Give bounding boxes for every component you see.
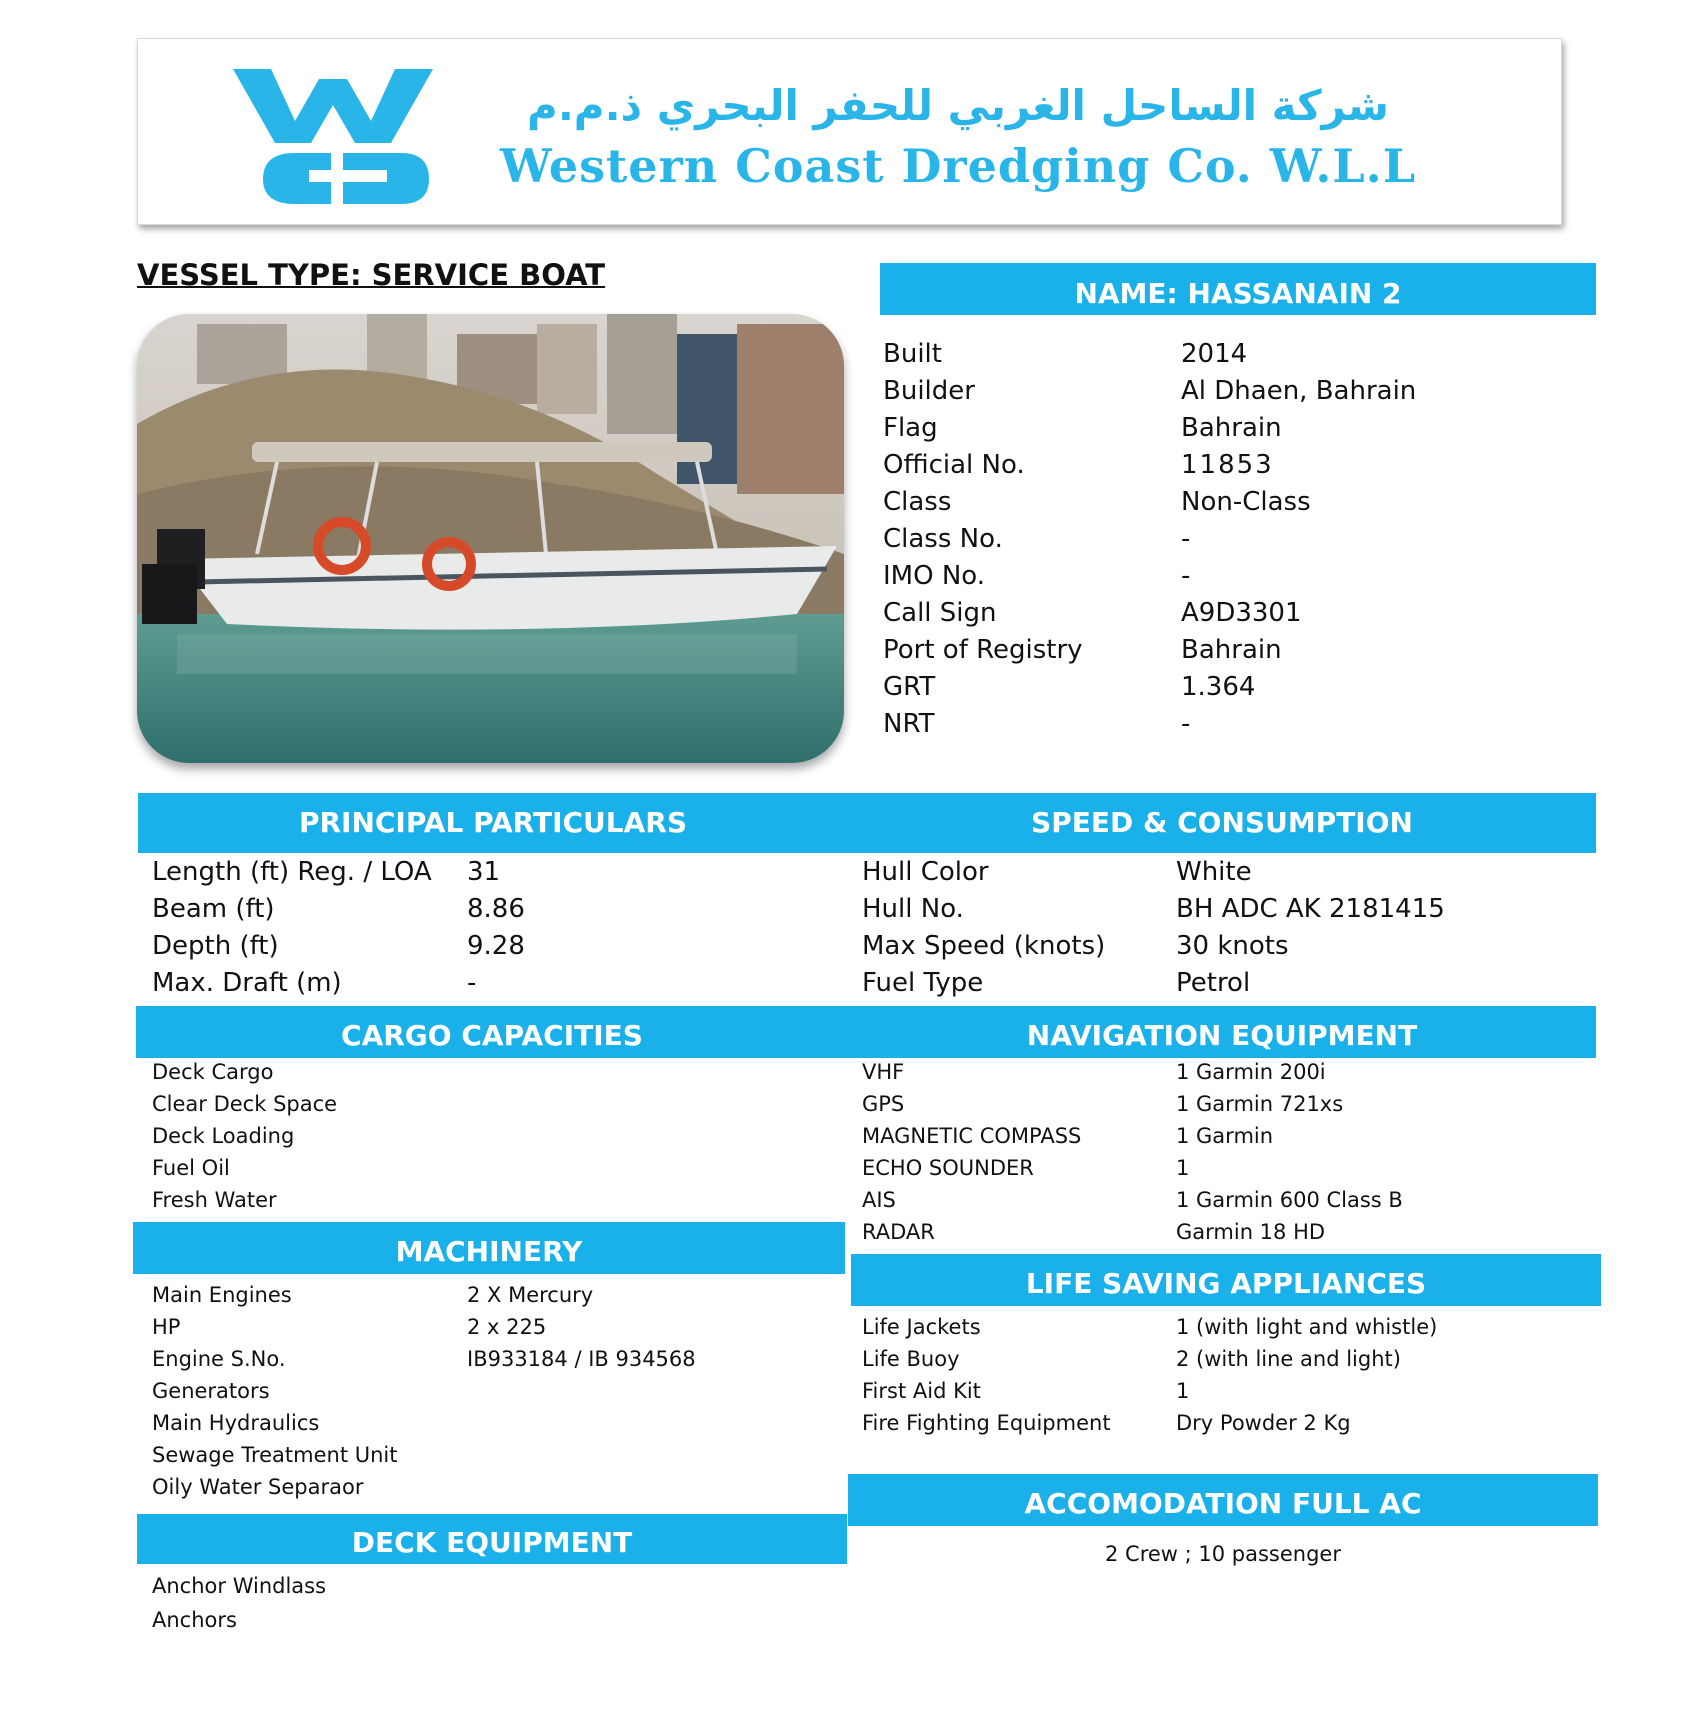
nav-label: MAGNETIC COMPASS [862, 1124, 1082, 1148]
principal-particulars-list [152, 854, 842, 1002]
machinery-row [152, 1279, 842, 1311]
cargo-capacities-list [152, 1056, 842, 1216]
company-header [137, 38, 1562, 225]
nav-row [862, 1152, 1592, 1184]
detail-row [883, 521, 1583, 558]
vessel-details [883, 336, 1583, 743]
company-name-arabic: شركة الساحل الغربي للحفر البحري ذ.م.م [527, 81, 1389, 130]
nav-label: RADAR [862, 1220, 935, 1244]
nav-value: 1 Garmin [1176, 1124, 1274, 1148]
machinery-value: IB933184 / IB 934568 [467, 1347, 696, 1371]
life-saving-row [862, 1407, 1592, 1439]
cargo-item: Clear Deck Space [152, 1092, 338, 1116]
nav-value: Garmin 18 HD [1176, 1220, 1326, 1244]
nav-value: 1 [1176, 1156, 1190, 1180]
detail-value: A9D3301 [1181, 598, 1302, 628]
cargo-item: Fuel Oil [152, 1156, 230, 1180]
speed-value: White [1176, 857, 1252, 887]
deck-equipment-bar: DECK EQUIPMENT [137, 1514, 847, 1564]
machinery-label: Main Engines [152, 1283, 292, 1307]
detail-label: GRT [883, 672, 936, 702]
life-saving-value: Dry Powder 2 Kg [1176, 1411, 1351, 1435]
cargo-item: Fresh Water [152, 1188, 277, 1212]
principal-particulars-bar: PRINCIPAL PARTICULARS [138, 793, 848, 853]
speed-consumption-bar: SPEED & CONSUMPTION [848, 793, 1596, 853]
detail-value: - [1181, 524, 1191, 554]
detail-label: Class [883, 487, 952, 517]
machinery-row [152, 1439, 842, 1471]
machinery-row [152, 1375, 842, 1407]
detail-label: NRT [883, 709, 935, 739]
principal-label: Depth (ft) [152, 931, 279, 961]
nav-label: ECHO SOUNDER [862, 1156, 1034, 1180]
principal-row [152, 928, 842, 965]
detail-label: Port of Registry [883, 635, 1083, 665]
navigation-equipment-list [862, 1056, 1592, 1248]
life-saving-label: Life Buoy [862, 1347, 960, 1371]
detail-label: Class No. [883, 524, 1003, 554]
machinery-value: 2 X Mercury [467, 1283, 594, 1307]
deck-equipment-list [152, 1569, 842, 1637]
detail-row [883, 373, 1583, 410]
principal-label: Beam (ft) [152, 894, 275, 924]
detail-label: Official No. [883, 450, 1025, 480]
detail-value: Al Dhaen, Bahrain [1181, 376, 1417, 406]
principal-value: 8.86 [467, 894, 525, 924]
deck-item: Anchors [152, 1608, 237, 1632]
speed-label: Max Speed (knots) [862, 931, 1106, 961]
detail-value: - [1181, 709, 1191, 739]
life-saving-value: 2 (with line and light) [1176, 1347, 1401, 1371]
principal-row [152, 965, 842, 1002]
vessel-type-heading: VESSEL TYPE: SERVICE BOAT [137, 258, 606, 292]
detail-value: Bahrain [1181, 413, 1282, 443]
life-saving-row [862, 1311, 1592, 1343]
detail-value: - [1181, 561, 1191, 591]
life-saving-label: First Aid Kit [862, 1379, 981, 1403]
principal-value: 9.28 [467, 931, 525, 961]
detail-row [883, 336, 1583, 373]
accommodation-bar: ACCOMODATION FULL AC [848, 1474, 1598, 1526]
nav-value: 1 Garmin 200i [1176, 1060, 1326, 1084]
detail-label: Built [883, 339, 942, 369]
detail-label: Builder [883, 376, 975, 406]
detail-row [883, 558, 1583, 595]
nav-row [862, 1216, 1592, 1248]
speed-row [862, 854, 1592, 891]
deck-item: Anchor Windlass [152, 1574, 327, 1598]
nav-row [862, 1088, 1592, 1120]
nav-row [862, 1056, 1592, 1088]
speed-row [862, 965, 1592, 1002]
speed-row [862, 891, 1592, 928]
detail-row [883, 447, 1583, 484]
nav-label: AIS [862, 1188, 896, 1212]
machinery-label: Sewage Treatment Unit [152, 1443, 398, 1467]
principal-label: Max. Draft (m) [152, 968, 342, 998]
company-logo-icon [233, 69, 433, 204]
nav-label: VHF [862, 1060, 905, 1084]
detail-row [883, 595, 1583, 632]
detail-value: 2014 [1181, 339, 1248, 369]
speed-row [862, 928, 1592, 965]
machinery-row [152, 1343, 842, 1375]
detail-label: Flag [883, 413, 938, 443]
life-saving-row [862, 1343, 1592, 1375]
machinery-bar: MACHINERY [133, 1222, 845, 1274]
machinery-label: Generators [152, 1379, 270, 1403]
detail-value: 1.364 [1181, 672, 1256, 702]
machinery-label: Main Hydraulics [152, 1411, 320, 1435]
nav-row [862, 1184, 1592, 1216]
detail-value: Bahrain [1181, 635, 1282, 665]
detail-row [883, 632, 1583, 669]
accommodation-text: 2 Crew ; 10 passenger [1105, 1542, 1341, 1566]
machinery-row [152, 1311, 842, 1343]
principal-value: 31 [467, 857, 501, 887]
machinery-list [152, 1279, 842, 1503]
principal-row [152, 854, 842, 891]
detail-label: Call Sign [883, 598, 997, 628]
life-saving-label: Life Jackets [862, 1315, 981, 1339]
detail-row [883, 669, 1583, 706]
detail-value: Non-Class [1181, 487, 1311, 517]
boat-image [137, 314, 844, 763]
detail-row [883, 484, 1583, 521]
life-saving-value: 1 [1176, 1379, 1190, 1403]
detail-label: IMO No. [883, 561, 985, 591]
principal-value: - [467, 968, 477, 998]
detail-value: 11853 [1181, 450, 1274, 480]
cargo-item: Deck Cargo [152, 1060, 274, 1084]
nav-value: 1 Garmin 600 Class B [1176, 1188, 1403, 1212]
detail-row [883, 410, 1583, 447]
nav-value: 1 Garmin 721xs [1176, 1092, 1344, 1116]
cargo-capacities-bar: CARGO CAPACITIES [136, 1006, 848, 1058]
machinery-value: 2 x 225 [467, 1315, 547, 1339]
life-saving-label: Fire Fighting Equipment [862, 1411, 1111, 1435]
detail-row [883, 706, 1583, 743]
machinery-label: HP [152, 1315, 181, 1339]
machinery-row [152, 1407, 842, 1439]
life-saving-row [862, 1375, 1592, 1407]
principal-row [152, 891, 842, 928]
nav-row [862, 1120, 1592, 1152]
life-saving-list [862, 1311, 1592, 1439]
life-saving-appliances-bar: LIFE SAVING APPLIANCES [851, 1254, 1601, 1306]
machinery-label: Oily Water Separaor [152, 1475, 364, 1499]
machinery-row [152, 1471, 842, 1503]
speed-value: BH ADC AK 2181415 [1176, 894, 1445, 924]
speed-label: Hull Color [862, 857, 989, 887]
principal-label: Length (ft) Reg. / LOA [152, 857, 432, 887]
vessel-name-bar: NAME: HASSANAIN 2 [880, 263, 1596, 315]
life-saving-value: 1 (with light and whistle) [1176, 1315, 1438, 1339]
cargo-item: Deck Loading [152, 1124, 295, 1148]
speed-value: Petrol [1176, 968, 1251, 998]
speed-label: Hull No. [862, 894, 964, 924]
nav-label: GPS [862, 1092, 905, 1116]
speed-consumption-list [862, 854, 1592, 1002]
speed-value: 30 knots [1176, 931, 1289, 961]
speed-label: Fuel Type [862, 968, 984, 998]
machinery-label: Engine S.No. [152, 1347, 286, 1371]
company-name-english: Western Coast Dredging Co. W.L.L [499, 139, 1417, 193]
vessel-photo [137, 314, 844, 763]
navigation-equipment-bar: NAVIGATION EQUIPMENT [848, 1006, 1596, 1058]
